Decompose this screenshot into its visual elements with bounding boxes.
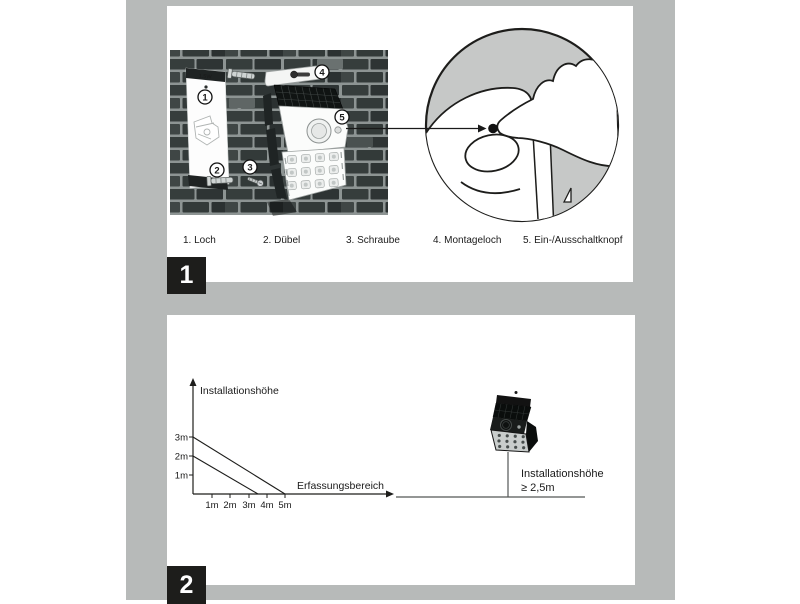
caption-einaus: 5. Ein-/Ausschaltknopf	[523, 235, 623, 246]
solar-panel	[274, 85, 343, 109]
svg-text:1: 1	[202, 92, 208, 104]
chart-line-lower	[193, 456, 258, 494]
chart-ylabel: Installationshöhe	[200, 385, 279, 397]
detail-circle	[417, 29, 623, 222]
svg-text:2m: 2m	[223, 500, 237, 511]
black-lamp-button	[517, 425, 520, 428]
svg-text:5m: 5m	[278, 500, 292, 511]
motion-sensor-lens	[312, 124, 327, 139]
step-1-badge: 1	[167, 257, 206, 294]
chart-xticks	[205, 500, 291, 511]
template-wattage-label: 1.5W	[198, 73, 212, 81]
on-off-button[interactable]	[335, 127, 341, 133]
caption-montageloch: 4. Montageloch	[433, 235, 502, 246]
height-label-line1: Installationshöhe	[521, 468, 604, 480]
chart-line-upper	[193, 437, 285, 494]
caption-loch: 1. Loch	[183, 235, 216, 246]
height-label-line2: ≥ 2,5m	[521, 482, 555, 494]
panel-step-2	[167, 315, 635, 585]
svg-text:2m: 2m	[174, 451, 188, 463]
black-solar-light-illustration	[396, 391, 604, 497]
callout-3	[243, 160, 257, 174]
caption-duebel: 2. Dübel	[263, 235, 301, 246]
height-range-chart	[175, 378, 394, 511]
svg-text:4m: 4m	[260, 500, 274, 511]
callout-1	[198, 90, 212, 104]
callout-2	[210, 163, 224, 177]
caption-schraube: 3. Schraube	[346, 235, 400, 246]
svg-text:1m: 1m	[205, 500, 219, 511]
height-range-figure	[167, 315, 635, 585]
chart-yticks	[175, 432, 188, 481]
svg-text:2: 2	[214, 165, 220, 177]
svg-text:1m: 1m	[174, 470, 188, 482]
step-2-badge: 2	[167, 566, 206, 604]
svg-text:3m: 3m	[174, 432, 188, 444]
panel-step-1	[167, 6, 633, 282]
callout-4	[315, 65, 329, 79]
svg-text:3m: 3m	[242, 500, 256, 511]
svg-text:4: 4	[319, 67, 325, 79]
callout-5	[335, 110, 349, 124]
svg-text:5: 5	[339, 112, 345, 124]
chart-xlabel: Erfassungsbereich	[297, 480, 384, 492]
template-hole	[204, 85, 207, 88]
closeup-button-dot[interactable]	[488, 124, 498, 134]
svg-text:3: 3	[247, 162, 253, 174]
